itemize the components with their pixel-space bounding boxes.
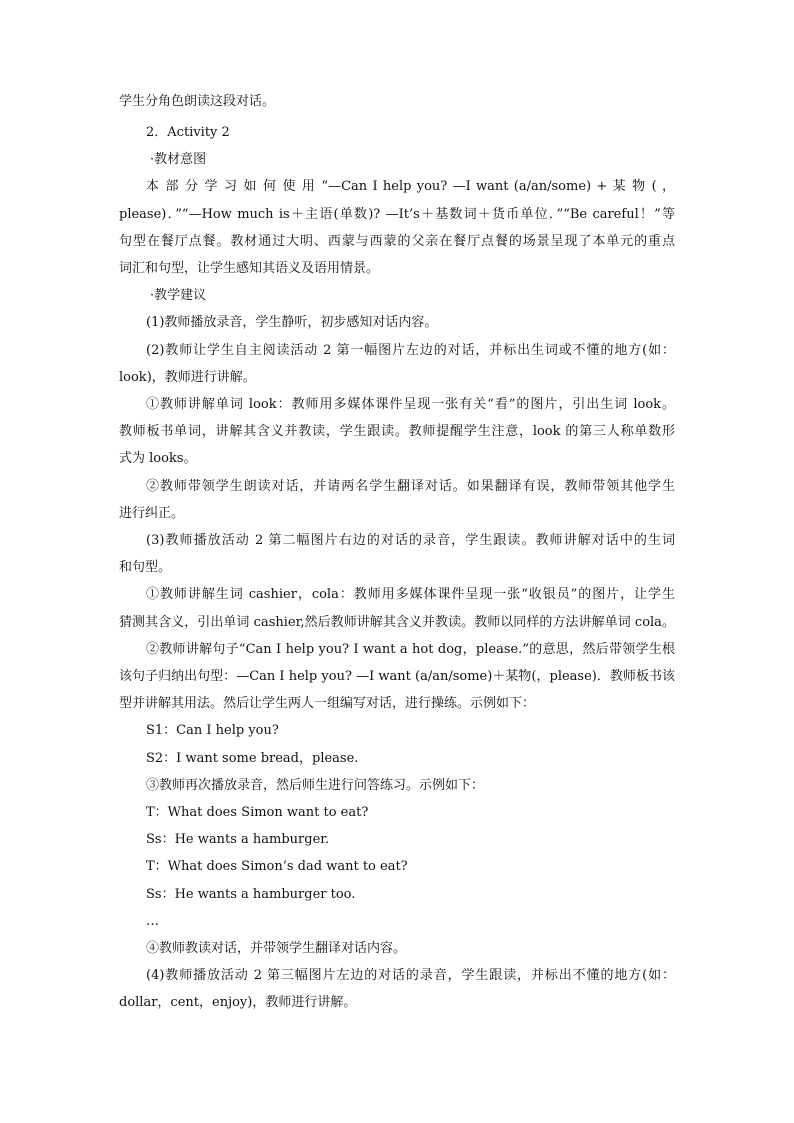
- subheading: ·教学建议: [150, 288, 207, 303]
- example-line: S2：I want some bread，please.: [146, 751, 359, 766]
- text-line: dollar，cent，enjoy)，教师进行讲解。: [119, 995, 357, 1010]
- text-line: 词汇和句型，让学生感知其语义及语用情景。: [119, 261, 380, 276]
- text-line: 教师板书单词，讲解其含义并教读，学生跟读。教师提醒学生注意，look 的第三人称单数形: [119, 424, 675, 439]
- text-line: (1)教师播放录音，学生静听，初步感知对话内容。: [146, 315, 438, 330]
- text-line: 和句型。: [119, 560, 172, 575]
- text-line: ②教师带领学生朗读对话，并请两名学生翻译对话。如果翻译有误，教师带领其他学生: [146, 479, 675, 494]
- text-line: please)．”“—How much is＋主语(单数)? —It’s＋基数词＋货币单位．”“Be careful！”等: [119, 207, 675, 222]
- section-heading: 2．Activity 2: [146, 125, 230, 140]
- text-line: 该句子归纳出句型：—Can I help you? —I want (a/an/some)＋某物(，please)．教师板书该: [119, 669, 675, 684]
- example-line: S1：Can I help you?: [146, 723, 279, 738]
- example-line: Ss：He wants a hamburger.: [146, 832, 330, 847]
- text-line: 句型在餐厅点餐。教材通过大明、西蒙与西蒙的父亲在餐厅点餐的场景呈现了本单元的重点: [119, 234, 675, 249]
- text-line: 型并讲解其用法。然后让学生两人一组编写对话，进行操练。示例如下：: [119, 696, 536, 711]
- text-line: ④教师教读对话，并带领学生翻译对话内容。: [146, 941, 407, 956]
- text-line: 进行纠正。: [119, 506, 185, 521]
- example-line: T：What does Simon’s dad want to eat?: [146, 859, 408, 874]
- text-line: 本 部 分 学 习 如 何 使 用 “—Can I help you? —I want (a/an/some) + 某 物 ( ，: [146, 179, 675, 194]
- text-line: ①教师讲解单词 look：教师用多媒体课件呈现一张有关“看”的图片，引出生词 look。: [146, 397, 675, 412]
- ellipsis: …: [146, 914, 159, 929]
- subheading: ·教材意图: [150, 152, 207, 167]
- text-line: (3)教师播放活动 2 第二幅图片右边的对话的录音，学生跟读。教师讲解对话中的生词: [146, 533, 675, 548]
- text-line: 猜测其含义，引出单词 cashier,然后教师讲解其含义并教读。教师以同样的方法讲解单词 cola。: [119, 615, 675, 630]
- text-line: look)，教师进行讲解。: [119, 370, 256, 385]
- text-line: (2)教师让学生自主阅读活动 2 第一幅图片左边的对话，并标出生词或不懂的地方(如：: [146, 343, 675, 358]
- text-line: 学生分角色朗读这段对话。: [119, 94, 276, 109]
- text-line: 式为 looks。: [119, 451, 197, 466]
- text-line: (4)教师播放活动 2 第三幅图片左边的对话的录音，学生跟读，并标出不懂的地方(如：: [146, 968, 675, 983]
- text-line: ③教师再次播放录音，然后师生进行问答练习。示例如下：: [146, 778, 485, 793]
- text-line: ②教师讲解句子“Can I help you? I want a hot dog，please.”的意思，然后带领学生根: [146, 642, 675, 657]
- example-line: T：What does Simon want to eat?: [146, 805, 369, 820]
- text-line: ①教师讲解生词 cashier，cola：教师用多媒体课件呈现一张“收银员”的图片，让学生: [146, 587, 675, 602]
- example-line: Ss：He wants a hamburger too.: [146, 887, 356, 902]
